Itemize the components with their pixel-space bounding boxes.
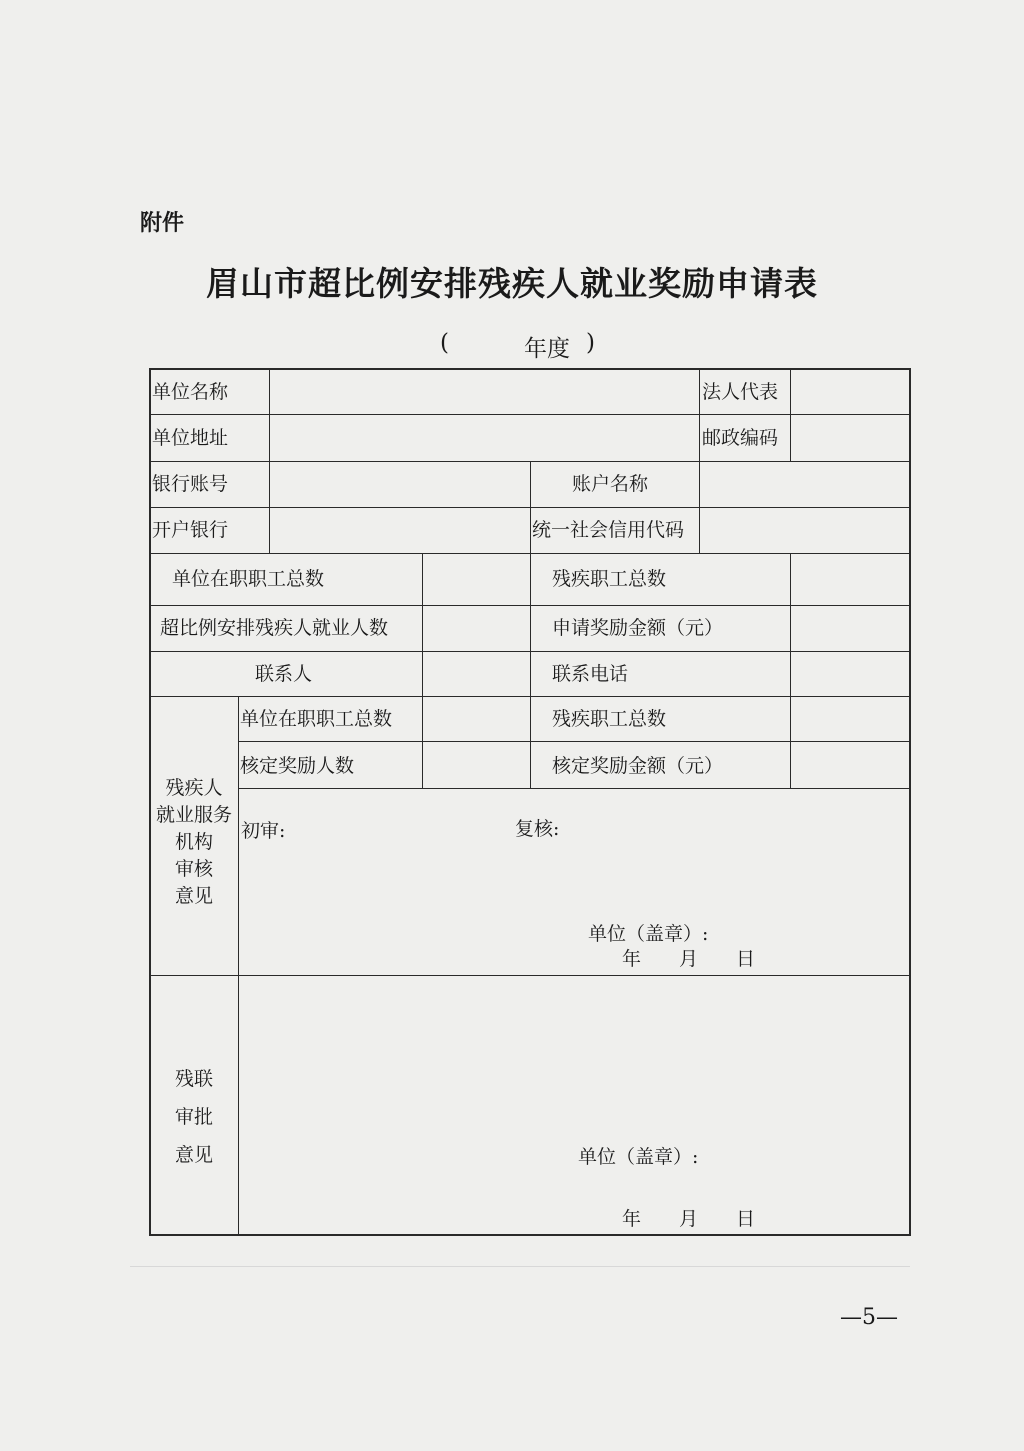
- legal-rep-label: 法人代表: [702, 381, 779, 403]
- review-disabled-staff-label: 残疾职工总数: [552, 708, 667, 730]
- postcode-label: 邮政编码: [702, 427, 779, 449]
- attachment-label: 附件: [140, 211, 185, 236]
- review-date: 年 月 日: [622, 948, 756, 970]
- year-open-paren: (: [440, 330, 449, 356]
- first-review-label: 初审:: [241, 820, 286, 842]
- unit-name-label: 单位名称: [152, 381, 229, 403]
- recheck-label: 复核:: [515, 818, 560, 840]
- excess-count-label: 超比例安排残疾人就业人数: [160, 617, 389, 639]
- page-number: —5—: [840, 1305, 898, 1330]
- bottom-rule: [130, 1266, 910, 1267]
- approval-side-label: 残联 审批 意见: [174, 1068, 213, 1166]
- form-title: 眉山市超比例安排残疾人就业奖励申请表: [206, 264, 818, 303]
- year-close-paren: ): [586, 330, 595, 356]
- review-side-label: 残疾人 就业服务 机构 审核 意见: [155, 777, 232, 907]
- approval-date: 年 月 日: [622, 1208, 756, 1230]
- apply-amount-label: 申请奖励金额（元）: [552, 617, 724, 639]
- approved-count-label: 核定奖励人数: [240, 755, 355, 777]
- bank-label: 开户银行: [152, 519, 229, 541]
- account-name-label: 账户名称: [572, 473, 649, 495]
- approval-seal-label: 单位（盖章）:: [578, 1146, 699, 1168]
- total-staff-label: 单位在职职工总数: [172, 568, 325, 590]
- disabled-staff-label: 残疾职工总数: [552, 568, 667, 590]
- year-label: 年度: [524, 336, 570, 362]
- contact-label: 联系人: [255, 663, 313, 685]
- bank-account-label: 银行账号: [152, 473, 229, 495]
- credit-code-label: 统一社会信用代码: [532, 519, 685, 541]
- approved-amount-label: 核定奖励金额（元）: [552, 755, 724, 777]
- unit-address-label: 单位地址: [152, 427, 229, 449]
- review-total-staff-label: 单位在职职工总数: [240, 708, 393, 730]
- review-seal-label: 单位（盖章）:: [588, 923, 709, 945]
- phone-label: 联系电话: [552, 663, 629, 685]
